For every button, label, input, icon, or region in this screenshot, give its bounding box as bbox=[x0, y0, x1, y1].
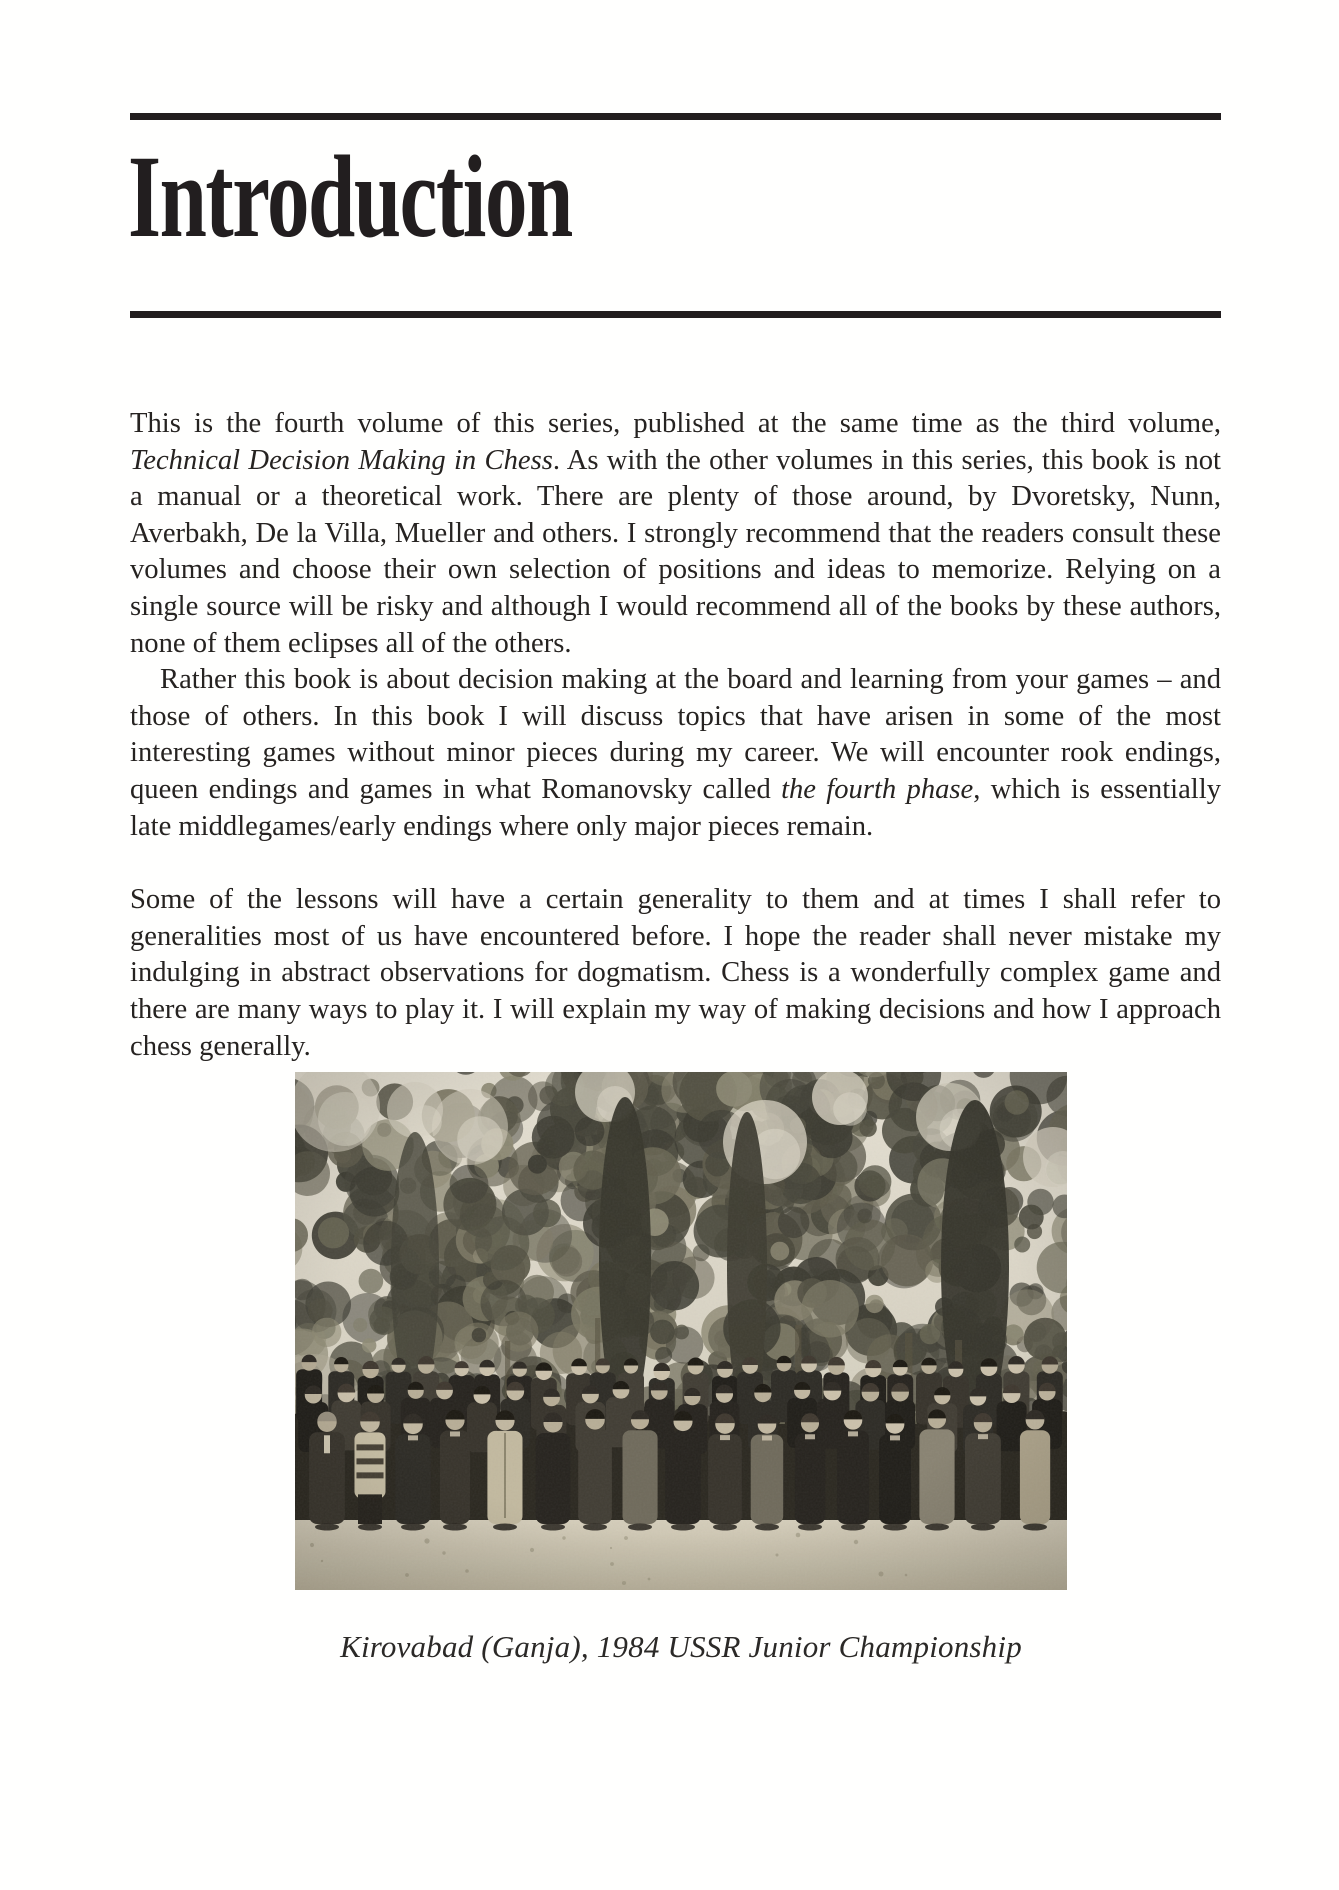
group-photo bbox=[295, 1072, 1067, 1590]
photo-caption: Kirovabad (Ganja), 1984 USSR Junior Championship bbox=[340, 1629, 1022, 1664]
chapter-title: Introduction bbox=[128, 131, 572, 262]
paragraph: Rather this book is about decision making at the board and learning from your games – and those of others. In this book I will discuss topics that have arisen in some of the most interesting games without minor pieces during my career. We will encounter rook endings, queen endings and games in what Romanovsky called the fourth phase, which is essentially late middlegames/early endings where only major pieces remain. bbox=[130, 664, 1221, 842]
title-rule bbox=[130, 311, 1221, 318]
paragraph: Some of the lessons will have a certain generality to them and at times I shall refer to generalities most of us have encountered before. I hope the reader shall never mistake my indulging in abstract observations for dogmatism. Chess is a wonderfully complex game and there are many ways to play it. I will explain my way of making decisions and how I approach chess generally. bbox=[130, 884, 1221, 1062]
top-rule bbox=[130, 113, 1221, 120]
paragraph: This is the fourth volume of this series, published at the same time as the third volume, Technical Decision Making in Chess. As with the other volumes in this series, this book is not a manual or a theoretical work. There are plenty of those around, by Dvoretsky, Nunn, Averbakh, De la Villa, Mueller and others. I strongly recommend that the readers consult these volumes and choose their own selection of positions and ideas to memorize. Relying on a single source will be risky and although I would recommend all of the books by these authors, none of them eclipses all of the others. bbox=[130, 408, 1221, 659]
group-photo-figure bbox=[295, 1072, 1067, 1665]
introduction-text bbox=[130, 406, 1221, 1065]
